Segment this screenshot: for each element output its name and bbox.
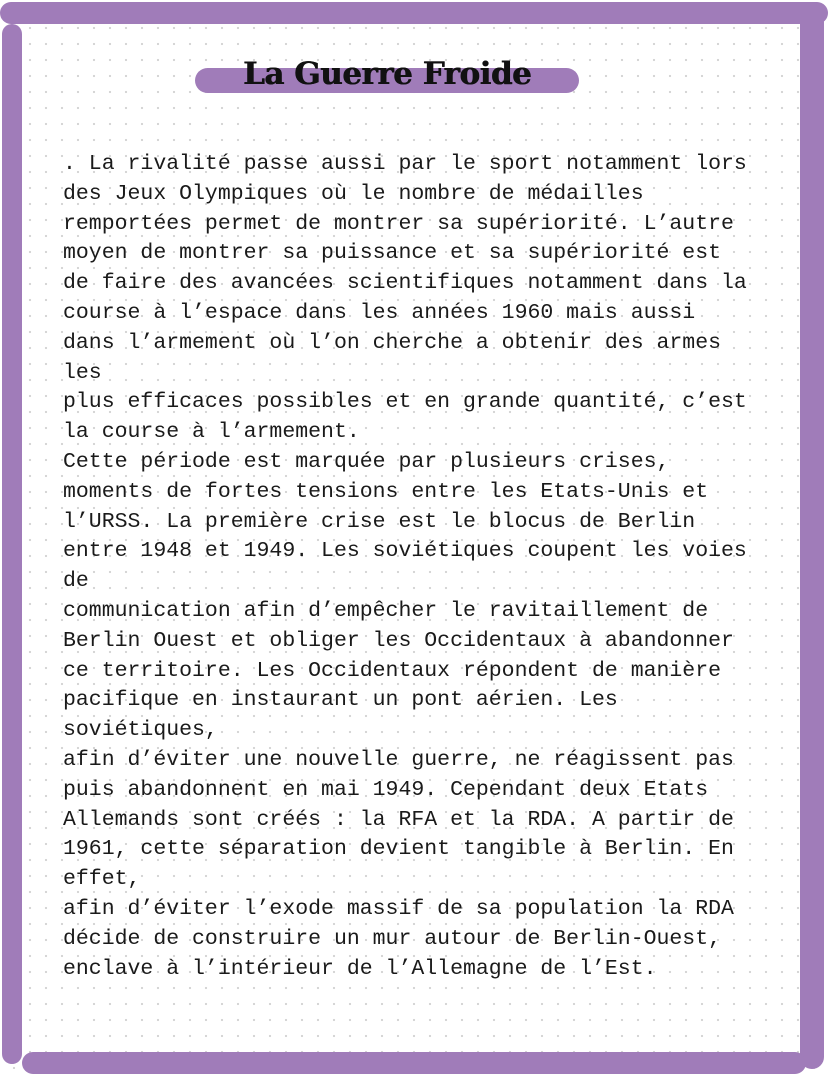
frame-bottom — [22, 1052, 806, 1074]
text-line: les — [63, 360, 102, 385]
text-line: moments de fortes tensions entre les Etats-Unis et — [63, 479, 709, 504]
text-line: remportées permet de montrer sa supériorité. L’autre — [63, 211, 734, 236]
text-line: puis abandonnent en mai 1949. Cependant deux Etats — [63, 777, 709, 802]
text-line: afin d’éviter une nouvelle guerre, ne réagissent pas — [63, 747, 734, 772]
text-line: ce territoire. Les Occidentaux répondent de manière — [63, 658, 722, 683]
text-line: de faire des avancées scientifiques notamment dans la — [63, 271, 747, 296]
text-line: moyen de montrer sa puissance et sa supériorité est — [63, 241, 722, 266]
text-line: de — [63, 569, 89, 594]
text-line: plus efficaces possibles et en grande quantité, c’est — [63, 390, 747, 415]
text-line: entre 1948 et 1949. Les soviétiques coupent les voies — [63, 539, 747, 564]
text-line: des Jeux Olympiques où le nombre de médailles — [63, 181, 644, 206]
body-text — [63, 150, 747, 984]
frame-right — [800, 10, 824, 1069]
text-line: dans l’armement où l’on cherche a obtenir des armes — [63, 330, 722, 355]
text-line: Berlin Ouest et obliger les Occidentaux à abandonner — [63, 628, 734, 653]
text-line: afin d’éviter l’exode massif de sa population la RDA — [63, 896, 734, 921]
text-line: communication afin d’empêcher le ravitaillement de — [63, 598, 709, 623]
text-line: soviétiques, — [63, 718, 218, 743]
text-line: . La rivalité passe aussi par le sport notamment lors — [63, 152, 747, 176]
text-line: l’URSS. La première crise est le blocus de Berlin — [63, 509, 696, 534]
text-line: effet, — [63, 867, 141, 892]
text-line: Cette période est marquée par plusieurs crises, — [63, 449, 670, 474]
text-line: enclave à l’intérieur de l’Allemagne de l’Est. — [63, 956, 657, 981]
frame-top — [0, 2, 828, 24]
text-line: la course à l’armement. — [63, 420, 360, 445]
text-line: pacifique en instaurant un pont aérien. Les — [63, 688, 618, 713]
text-line: Allemands sont créés : la RFA et la RDA. A partir de — [63, 807, 734, 832]
text-line: course à l’espace dans les années 1960 mais aussi — [63, 300, 696, 325]
frame-left — [2, 24, 22, 1064]
text-line: décide de construire un mur autour de Berlin-Ouest, — [63, 926, 722, 951]
text-line: 1961, cette séparation devient tangible à Berlin. En — [63, 837, 734, 862]
page-title: La Guerre Froide — [242, 56, 532, 92]
